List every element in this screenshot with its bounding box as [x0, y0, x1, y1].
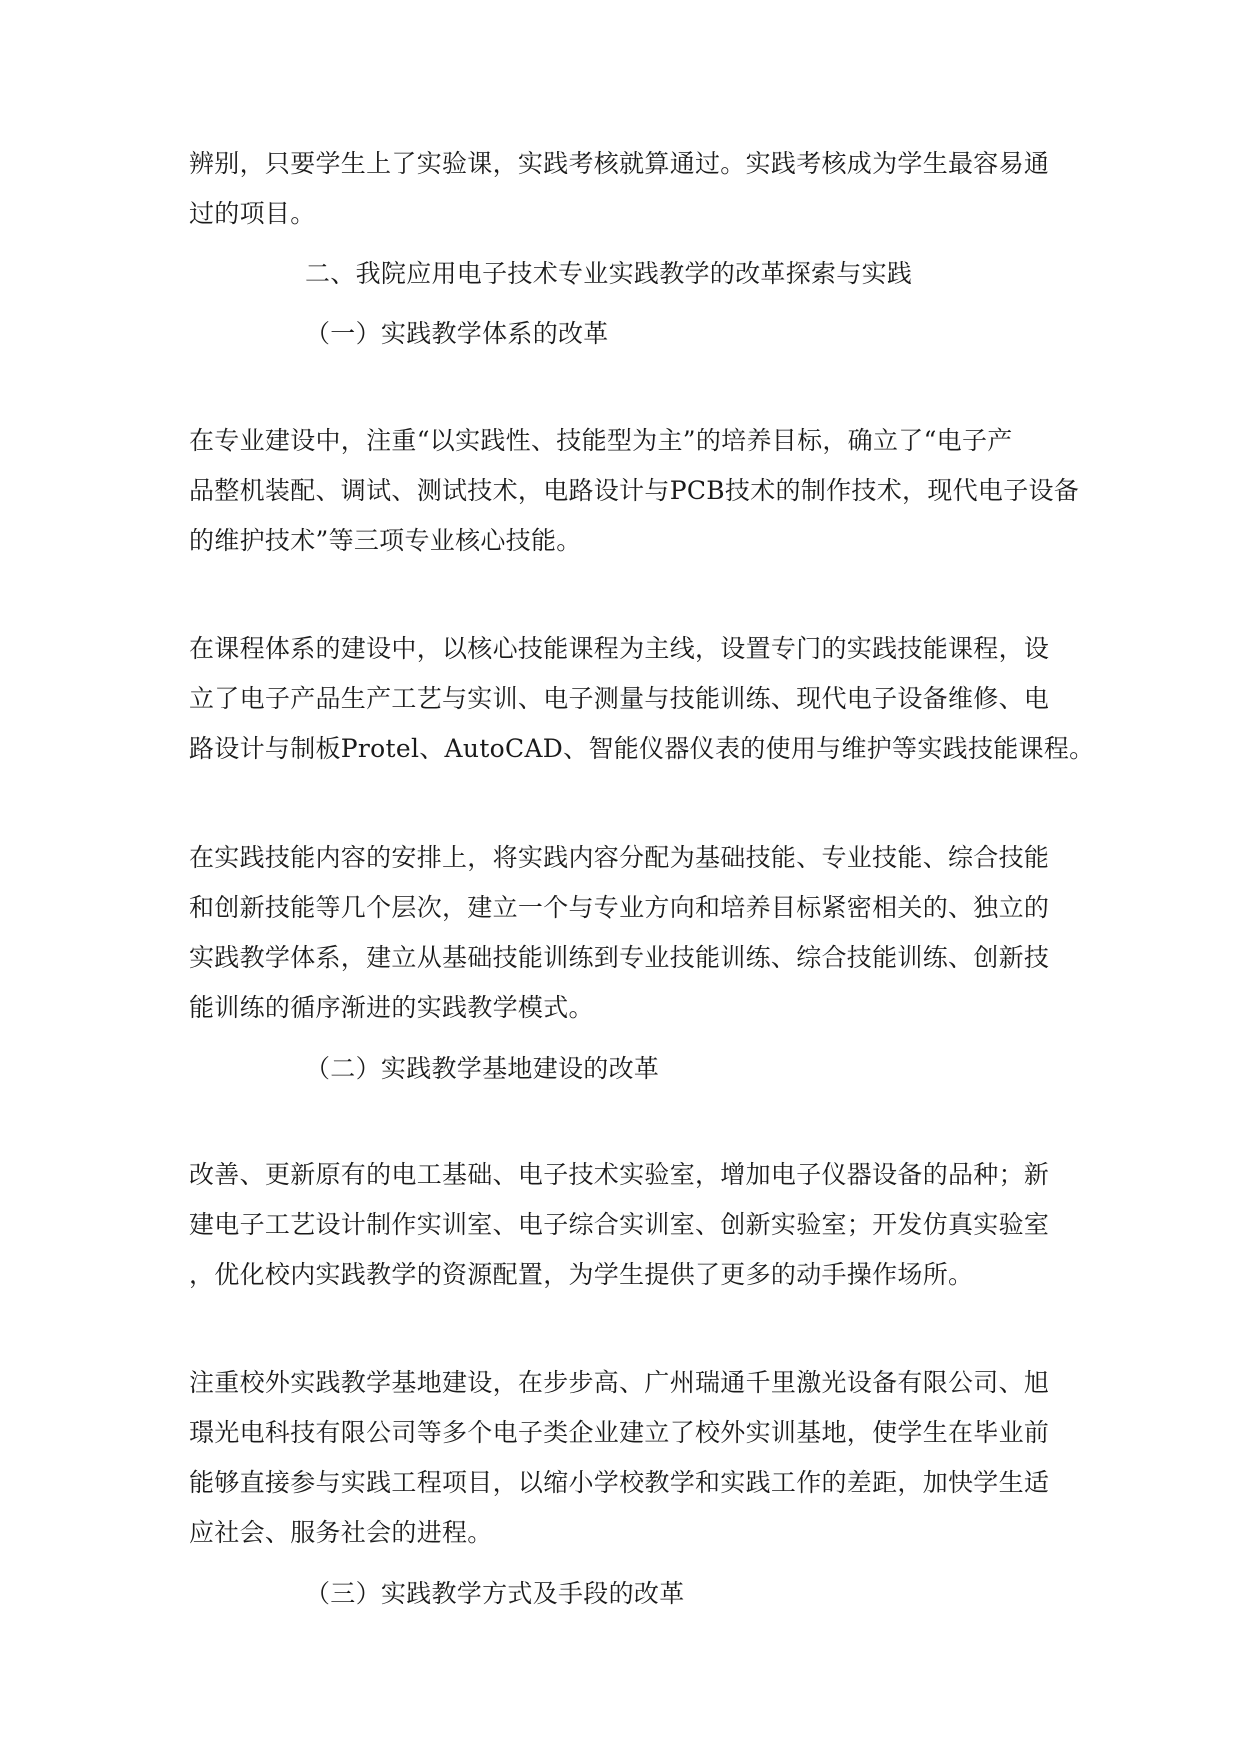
paragraph-line: 实践教学体系，建立从基础技能训练到专业技能训练、综合技能训练、创新技 — [189, 943, 1050, 972]
paragraph-line: 品整机装配、调试、测试技术，电路设计与PCB技术的制作技术，现代电子设备 — [189, 476, 1080, 505]
paragraph-line: 建电子工艺设计制作实训室、电子综合实训室、创新实验室；开发仿真实验室 — [189, 1210, 1050, 1239]
intro-line: 辨别，只要学生上了实验课，实践考核就算通过。实践考核成为学生最容易通 — [189, 149, 1050, 178]
paragraph-line: 应社会、服务社会的进程。 — [189, 1518, 493, 1547]
paragraph-line: 注重校外实践教学基地建设，在步步高、广州瑞通千里激光设备有限公司、旭 — [189, 1368, 1050, 1397]
intro-line: 过的项目。 — [189, 199, 316, 228]
subsection-heading: （二）实践教学基地建设的改革 — [305, 1054, 660, 1083]
paragraph-line: 的维护技术”等三项专业核心技能。 — [189, 526, 582, 555]
section-heading: 二、我院应用电子技术专业实践教学的改革探索与实践 — [305, 259, 913, 288]
paragraph-line: 在课程体系的建设中，以核心技能课程为主线，设置专门的实践技能课程，设 — [189, 634, 1050, 663]
paragraph-line: ，优化校内实践教学的资源配置，为学生提供了更多的动手操作场所。 — [189, 1260, 974, 1289]
paragraph-line: 在专业建设中，注重“以实践性、技能型为主”的培养目标，确立了“电子产 — [189, 426, 1013, 455]
paragraph-line: 路设计与制板Protel、AutoCAD、智能仪器仪表的使用与维护等实践技能课程。 — [189, 734, 1095, 763]
paragraph-line: 能够直接参与实践工程项目，以缩小学校教学和实践工作的差距，加快学生适 — [189, 1468, 1050, 1497]
subsection-heading: （一）实践教学体系的改革 — [305, 319, 609, 348]
subsection-heading: （三）实践教学方式及手段的改革 — [305, 1579, 685, 1608]
paragraph-line: 能训练的循序渐进的实践教学模式。 — [189, 993, 594, 1022]
paragraph-line: 和创新技能等几个层次，建立一个与专业方向和培养目标紧密相关的、独立的 — [189, 893, 1050, 922]
paragraph-line: 璟光电科技有限公司等多个电子类企业建立了校外实训基地，使学生在毕业前 — [189, 1418, 1050, 1447]
paragraph-line: 改善、更新原有的电工基础、电子技术实验室，增加电子仪器设备的品种；新 — [189, 1160, 1050, 1189]
paragraph-line: 在实践技能内容的安排上，将实践内容分配为基础技能、专业技能、综合技能 — [189, 843, 1050, 872]
paragraph-line: 立了电子产品生产工艺与实训、电子测量与技能训练、现代电子设备维修、电 — [189, 684, 1050, 713]
